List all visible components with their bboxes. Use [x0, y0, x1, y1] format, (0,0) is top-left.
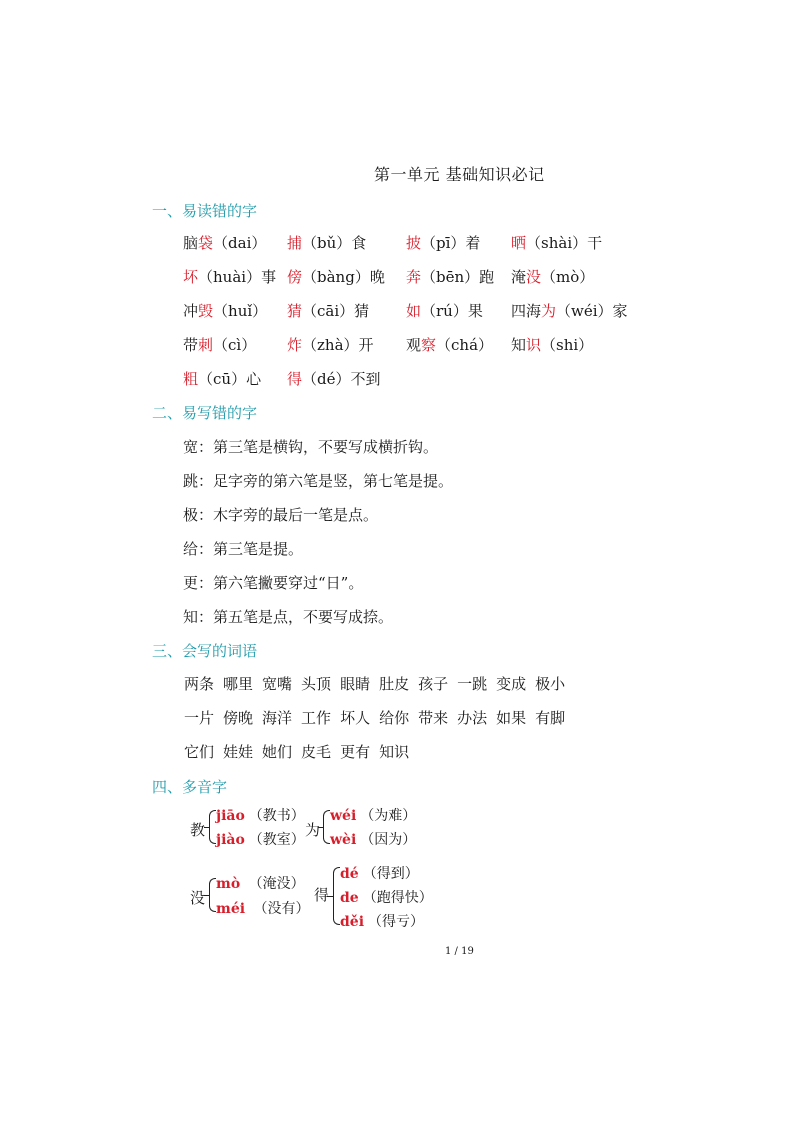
word: 一跳	[457, 675, 488, 693]
word: 更有	[340, 743, 371, 761]
section-heading-1: 一、易读错的字	[152, 202, 258, 220]
poly-char-jiao: 教	[190, 821, 206, 839]
brace-icon	[209, 878, 216, 912]
poly-reading: mò （淹没）	[216, 876, 305, 892]
pron-item: 坏（huài）事	[183, 268, 277, 286]
brace-icon	[333, 867, 340, 925]
pron-item: 带刺（cì）	[183, 336, 257, 354]
pron-item: 观察（chá）	[406, 336, 494, 354]
word: 变成	[496, 675, 527, 693]
section-heading-4: 四、多音字	[152, 778, 228, 796]
page-number: 1 / 19	[445, 946, 474, 957]
pron-item: 披（pī）着	[406, 234, 481, 252]
write-line: 跳：足字旁的第六笔是竖，第七笔是提。	[183, 472, 454, 490]
word: 知识	[379, 743, 410, 761]
word: 它们	[184, 743, 215, 761]
pron-item: 捕（bǔ）食	[287, 234, 367, 252]
poly-reading: wéi （为难）	[330, 808, 417, 824]
pron-item: 四海为（wéi）家	[511, 302, 628, 320]
word: 海洋	[262, 709, 293, 727]
write-line: 知：第五笔是点，不要写成捺。	[183, 608, 394, 626]
pron-item: 晒（shài）干	[511, 234, 603, 252]
pron-item: 炸（zhà）开	[287, 336, 374, 354]
word: 工作	[301, 709, 332, 727]
word: 如果	[496, 709, 527, 727]
poly-reading: jiào （教室）	[216, 832, 305, 848]
pron-item: 得（dé）不到	[287, 370, 381, 388]
word: 两条	[184, 675, 215, 693]
word: 孩子	[418, 675, 449, 693]
page-title: 第一单元 基础知识必记	[374, 165, 545, 184]
pron-item: 脑袋（dai）	[183, 234, 267, 252]
word: 头顶	[301, 675, 332, 693]
poly-char-de: 得	[314, 886, 330, 904]
word: 她们	[262, 743, 293, 761]
poly-reading: méi （没有）	[216, 901, 310, 917]
pron-item: 如（rú）果	[406, 302, 483, 320]
word: 带来	[418, 709, 449, 727]
word: 傍晚	[223, 709, 254, 727]
poly-reading: de （跑得快）	[340, 890, 433, 906]
word: 坏人	[340, 709, 371, 727]
brace-icon	[323, 810, 330, 844]
poly-reading: děi （得亏）	[340, 914, 425, 930]
pron-item: 知识（shi）	[511, 336, 594, 354]
write-line: 更：第六笔撇要穿过“日”。	[183, 574, 364, 592]
poly-reading: dé （得到）	[340, 866, 419, 882]
poly-char-wei: 为	[305, 821, 321, 839]
word: 哪里	[223, 675, 254, 693]
pron-item: 奔（bēn）跑	[406, 268, 495, 286]
poly-reading: wèi （因为）	[330, 832, 417, 848]
pron-item: 冲毁（huǐ）	[183, 302, 268, 320]
word: 一片	[184, 709, 215, 727]
pron-item: 粗（cū）心	[183, 370, 262, 388]
section-heading-3: 三、会写的词语	[152, 642, 258, 660]
pron-item: 淹没（mò）	[511, 268, 595, 286]
word: 宽嘴	[262, 675, 293, 693]
word-row	[184, 673, 574, 694]
write-line: 宽：第三笔是横钩，不要写成横折钩。	[183, 438, 439, 456]
word: 极小	[535, 675, 566, 693]
word-row	[184, 741, 418, 762]
word: 娃娃	[223, 743, 254, 761]
word: 有脚	[535, 709, 566, 727]
word: 给你	[379, 709, 410, 727]
word: 皮毛	[301, 743, 332, 761]
pron-item: 猜（cāi）猜	[287, 302, 370, 320]
poly-reading: jiāo （教书）	[216, 808, 305, 824]
write-line: 极：木字旁的最后一笔是点。	[183, 506, 379, 524]
pron-item: 傍（bàng）晚	[287, 268, 385, 286]
word: 肚皮	[379, 675, 410, 693]
word: 眼睛	[340, 675, 371, 693]
word-row	[184, 707, 574, 728]
word: 办法	[457, 709, 488, 727]
write-line: 给：第三笔是提。	[183, 540, 304, 558]
poly-char-mei: 没	[190, 889, 206, 907]
brace-icon	[209, 810, 216, 844]
section-heading-2: 二、易写错的字	[152, 404, 258, 422]
